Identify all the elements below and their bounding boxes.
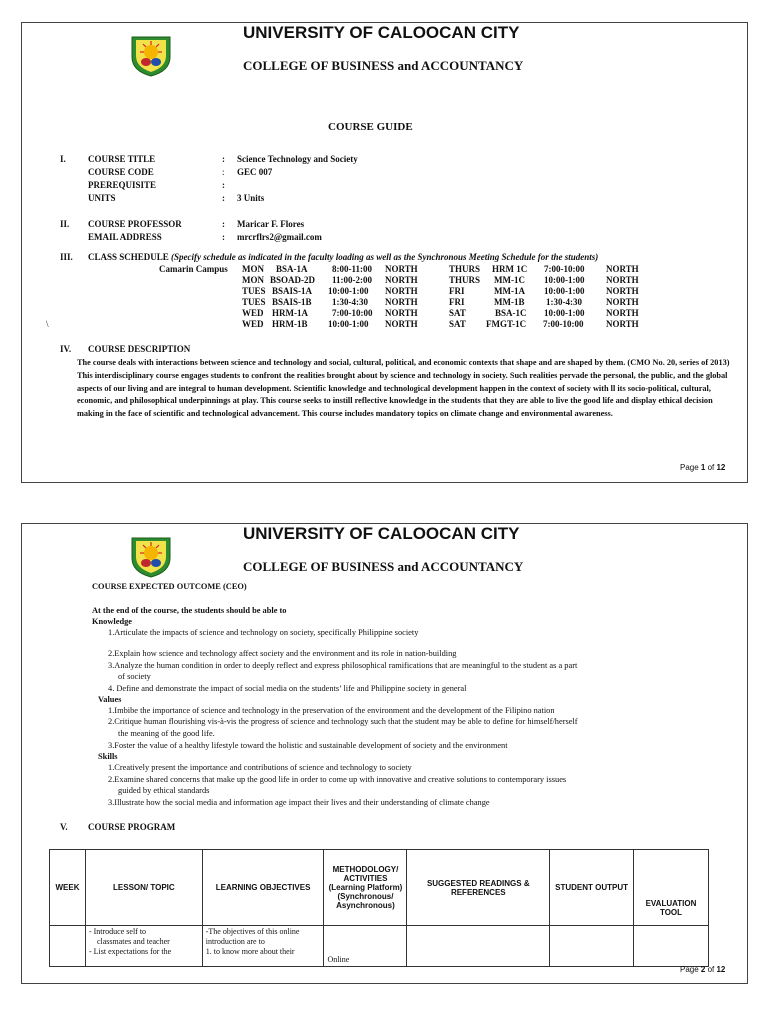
ceo-item: 2.Explain how science and technology affect society and the environment and its role in nation-building [108, 649, 457, 658]
column-header-readings: SUGGESTED READINGS & REFERENCES [407, 850, 550, 926]
page-total: 12 [716, 463, 726, 472]
schedule-section: BSOAD-2D [270, 275, 316, 285]
page-current: 1 [700, 463, 706, 472]
page-number [680, 463, 725, 472]
schedule-time: 11:00-2:00 [332, 275, 372, 285]
column-header-objectives: LEARNING OBJECTIVES [202, 850, 324, 926]
course-code-value: GEC 007 [237, 167, 273, 177]
column-header-evaluation: EVALUATION TOOL [634, 850, 709, 926]
section-title: COURSE PROGRAM [88, 822, 176, 832]
schedule-location: NORTH [606, 264, 639, 274]
table-cell-lesson [85, 926, 202, 967]
schedule-day: TUES [242, 297, 266, 307]
field-label: COURSE PROFESSOR [88, 219, 182, 229]
units-value: 3 Units [237, 193, 265, 203]
field-separator: : [222, 219, 225, 229]
schedule-location: NORTH [385, 275, 418, 285]
schedule-day: MON [242, 264, 264, 274]
schedule-time: 8:00-11:00 [332, 264, 372, 274]
schedule-location: NORTH [385, 297, 418, 307]
schedule-time: 1:30-4:30 [332, 297, 368, 307]
university-seal-icon [128, 35, 174, 77]
table-cell-readings [407, 926, 550, 967]
ceo-item: 2.Examine shared concerns that make up the good life in order to come up with innovative and creative solutions to contemporary issues [108, 775, 567, 784]
ceo-intro: At the end of the course, the students should be able to [92, 606, 287, 615]
schedule-section: MM-1C [494, 275, 525, 285]
section-number: II. [60, 219, 70, 229]
section-number: I. [60, 154, 66, 164]
schedule-day: MON [242, 275, 264, 285]
ceo-item-cont: guided by ethical standards [118, 786, 210, 795]
section-title [88, 252, 598, 262]
field-label: UNITS [88, 193, 116, 203]
email-link[interactable]: mrcrflrs2@gmail.com [237, 232, 322, 242]
ceo-item: 3.Foster the value of a healthy lifestyle toward the holistic and sustainable development of society and the environment [108, 741, 508, 750]
schedule-section: BSAIS-1B [272, 297, 312, 307]
page-current: 2 [700, 965, 706, 974]
schedule-time: 10:00-1:00 [328, 319, 369, 329]
class-schedule-note: (Specify schedule as indicated in the faculty loading as well as the Synchronous Meeting Schedule for the students) [171, 252, 599, 262]
schedule-day: FRI [449, 286, 465, 296]
table-cell-objectives [202, 926, 324, 967]
document-page-2 [21, 523, 748, 984]
schedule-day: TUES [242, 286, 266, 296]
schedule-location: NORTH [606, 319, 639, 329]
ceo-item: 3.Illustrate how the social media and information age impact their lives and their understanding of climate change [108, 798, 490, 807]
ceo-item-cont: of society [118, 672, 151, 681]
schedule-time: 7:00-10:00 [332, 308, 373, 318]
schedule-time: 10:00-1:00 [544, 308, 585, 318]
schedule-location: NORTH [385, 308, 418, 318]
schedule-section: HRM-1A [272, 308, 308, 318]
page-prefix: Page [680, 965, 701, 974]
document-page-1 [21, 22, 748, 483]
ceo-item-cont: the meaning of the good life. [118, 729, 215, 738]
field-label: PREREQUISITE [88, 180, 157, 190]
schedule-time: 10:00-1:00 [328, 286, 369, 296]
page-total: 12 [716, 965, 726, 974]
course-title-value: Science Technology and Society [237, 154, 358, 164]
field-label: COURSE CODE [88, 167, 154, 177]
page-number [680, 965, 725, 974]
schedule-location: NORTH [385, 319, 418, 329]
table-cell-evaluation [634, 926, 709, 967]
schedule-time: 7:00-10:00 [544, 264, 585, 274]
schedule-location: NORTH [606, 286, 639, 296]
campus-label: Camarin Campus [159, 264, 228, 274]
schedule-time: 10:00-1:00 [544, 286, 585, 296]
cell-line: -The objectives of this online [205, 927, 300, 936]
page-mid: of [705, 463, 717, 472]
ceo-item: 1.Creatively present the importance and contributions of science and technology to society [108, 763, 412, 772]
schedule-day: WED [242, 308, 264, 318]
schedule-location: NORTH [606, 297, 639, 307]
ceo-heading-knowledge: Knowledge [92, 617, 133, 626]
field-separator: : [222, 193, 225, 203]
schedule-section: BSA-1A [276, 264, 308, 274]
field-label: COURSE TITLE [88, 154, 156, 164]
schedule-location: NORTH [606, 308, 639, 318]
course-description: The course deals with interactions between science and technology and social, cultural, political, and economic contexts that shape and are shaped by them. (CMO No. 20, series of 2013) This interdisciplinary course engages students to confront the realities brought about by science and technology in society. Such realities pervade the personal, the public, and the global aspects of our living and are integral to human development. Scientific knowledge and technological development happen in the context of society with ll its socio-political, cultural, economic, and philosophical underpinnings at play. This course seeks to instill reflective knowledge in the students that they are able to live the good life and display ethical decision making in the face of scientific and technological advancement. This course includes mandatory topics on climate change and environmental awareness. [77, 358, 730, 419]
column-header-lesson: LESSON/ TOPIC [85, 850, 202, 926]
section-title: COURSE DESCRIPTION [88, 344, 191, 354]
schedule-time: 1:30-4:30 [546, 297, 582, 307]
schedule-section: MM-1A [494, 286, 525, 296]
university-seal-icon [128, 536, 174, 578]
cell-line: - Introduce self to [88, 927, 147, 936]
schedule-section: MM-1B [494, 297, 525, 307]
university-name: UNIVERSITY OF CALOOCAN CITY [243, 23, 520, 42]
schedule-location: NORTH [385, 264, 418, 274]
ceo-item: 1.Articulate the impacts of science and technology on society, specifically Philippine society [108, 628, 419, 637]
page-mid: of [705, 965, 717, 974]
ceo-item: 2.Critique human flourishing vis-à-vis the progress of science and technology such that the student may be able to define for himself/herself [108, 717, 578, 726]
ceo-item: 3.Analyze the human condition in order to deeply reflect and express philosophical ramifications that are meaningful to the student as a part [108, 661, 578, 670]
table-header-row [50, 850, 709, 926]
ceo-heading-skills: Skills [98, 752, 118, 761]
cell-line: classmates and teacher [96, 937, 170, 946]
ceo-item: 1.Imbibe the importance of science and technology in the preservation of the environment and the development of the Filipino nation [108, 706, 555, 715]
section-number: V. [60, 822, 68, 832]
schedule-section: BSAIS-1A [272, 286, 313, 296]
table-cell-week [50, 926, 86, 967]
ceo-heading-values: Values [98, 695, 122, 704]
class-schedule-title: CLASS SCHEDULE [88, 252, 169, 262]
column-header-week: WEEK [50, 850, 86, 926]
schedule-day: SAT [449, 308, 466, 318]
column-header-output: STUDENT OUTPUT [550, 850, 634, 926]
schedule-time: 7:00-10:00 [543, 319, 584, 329]
university-name: UNIVERSITY OF CALOOCAN CITY [243, 524, 520, 543]
ceo-item: 4. Define and demonstrate the impact of social media on the students’ life and Philippine society in general [108, 684, 467, 693]
cell-line: - List expectations for the [88, 947, 172, 956]
section-number: III. [60, 252, 73, 262]
field-separator: : [222, 167, 225, 177]
college-name: COLLEGE OF BUSINESS and ACCOUNTANCY [243, 58, 524, 73]
schedule-day: FRI [449, 297, 465, 307]
table-row [50, 926, 709, 967]
table-cell-methodology: Online [324, 926, 407, 967]
college-name: COLLEGE OF BUSINESS and ACCOUNTANCY [243, 559, 524, 574]
schedule-location: NORTH [606, 275, 639, 285]
field-label: EMAIL ADDRESS [88, 232, 162, 242]
schedule-section: HRM-1B [272, 319, 308, 329]
schedule-time: 10:00-1:00 [544, 275, 585, 285]
cell-line: introduction are to [205, 937, 265, 946]
column-header-methodology: METHODOLOGY/ ACTIVITIES (Learning Platform) (Synchronous/ Asynchronous) [324, 850, 407, 926]
schedule-section: BSA-1C [495, 308, 527, 318]
field-separator: : [222, 232, 225, 242]
schedule-day: THURS [449, 275, 481, 285]
document-title: COURSE GUIDE [328, 121, 413, 133]
field-separator: : [222, 154, 225, 164]
schedule-day: SAT [449, 319, 466, 329]
table-cell-output [550, 926, 634, 967]
cell-line: 1. to know more about their [205, 947, 295, 956]
schedule-section: FMGT-1C [486, 319, 527, 329]
schedule-section: HRM 1C [492, 264, 528, 274]
schedule-day: WED [242, 319, 264, 329]
professor-value: Maricar F. Flores [237, 219, 305, 229]
schedule-location: NORTH [385, 286, 418, 296]
ceo-title: COURSE EXPECTED OUTCOME (CEO) [92, 582, 247, 591]
page-prefix: Page [680, 463, 701, 472]
stray-mark: \ [46, 319, 49, 329]
section-number: IV. [60, 344, 72, 354]
course-program-table [49, 849, 709, 967]
field-separator: : [222, 180, 225, 190]
schedule-day: THURS [449, 264, 481, 274]
